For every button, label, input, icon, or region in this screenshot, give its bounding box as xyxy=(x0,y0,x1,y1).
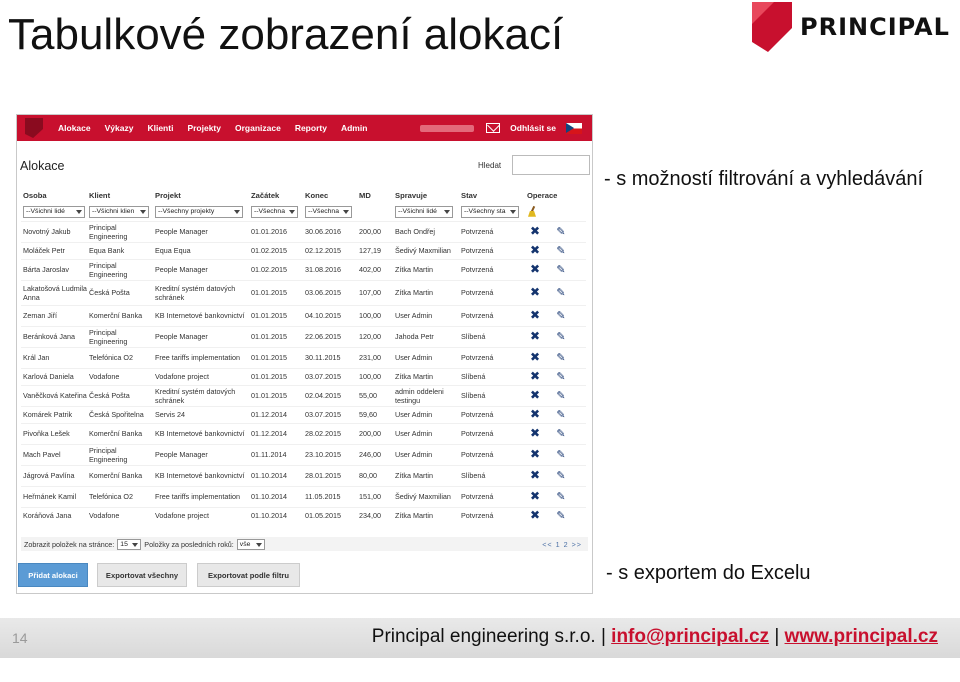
table-cell: Slíbená xyxy=(461,391,486,400)
table-row[interactable] xyxy=(21,486,586,507)
table-cell: User Admin xyxy=(395,429,433,438)
table-cell: Zítka Martin xyxy=(395,471,433,480)
nav-item-alokace[interactable]: Alokace xyxy=(58,123,91,133)
edit-icon[interactable]: ✎ xyxy=(556,469,566,482)
footer-separator: | xyxy=(774,626,780,647)
table-cell: 234,00 xyxy=(359,511,381,521)
table-cell: Komerční Banka xyxy=(89,429,143,438)
period-label: Položky za posledních roků: xyxy=(144,539,234,549)
company-name: Principal engineering s.r.o. | xyxy=(371,626,606,647)
table-cell: 01.01.2015 xyxy=(251,311,287,320)
table-cell: Potvrzená xyxy=(461,450,494,459)
table-cell: 55,00 xyxy=(359,391,377,400)
table-cell: Komerční Banka xyxy=(89,471,143,480)
table-cell: 02.04.2015 xyxy=(305,391,341,400)
page-size-select[interactable]: 15 xyxy=(117,539,141,550)
edit-icon[interactable]: ✎ xyxy=(556,408,566,421)
table-cell: Potvrzená xyxy=(461,429,494,438)
column-header[interactable]: Osoba xyxy=(23,191,47,200)
table-row[interactable] xyxy=(21,305,586,326)
table-footer xyxy=(21,537,588,551)
page-number: 14 xyxy=(12,630,28,646)
delete-icon[interactable]: ✖ xyxy=(529,407,541,421)
app-screenshot xyxy=(16,114,593,594)
edit-icon[interactable]: ✎ xyxy=(556,448,566,461)
table-cell: 01.01.2015 xyxy=(251,372,287,381)
table-cell: Zítka Martin xyxy=(395,265,433,274)
table-cell: Potvrzená xyxy=(461,353,494,362)
delete-icon[interactable]: ✖ xyxy=(529,388,541,402)
table-cell: Equa Bank xyxy=(89,246,125,255)
table-cell: User Admin xyxy=(395,311,433,320)
table-cell: People Manager xyxy=(155,227,208,236)
table-cell: Slíbená xyxy=(461,332,486,341)
filter-select[interactable]: --Všechna xyxy=(305,206,352,218)
table-cell: 80,00 xyxy=(359,471,377,480)
table-cell: Potvrzená xyxy=(461,492,494,501)
table-cell: Bárta Jaroslav xyxy=(23,265,69,274)
table-cell: Telefónica O2 xyxy=(89,492,133,501)
search-label: Hledat xyxy=(478,161,502,170)
slide-title: Tabulkové zobrazení alokací xyxy=(8,10,564,59)
nav-item-vykazy[interactable]: Výkazy xyxy=(104,123,134,133)
table-row[interactable] xyxy=(21,242,586,259)
note-filter: - s možností filtrování a vyhledávání xyxy=(604,168,924,190)
table-cell: 04.10.2015 xyxy=(305,311,341,320)
table-cell: Jágrová Pavlína xyxy=(23,471,75,480)
table-cell: Potvrzená xyxy=(461,227,494,236)
row-operations xyxy=(525,406,586,423)
table-cell: 28.02.2015 xyxy=(305,429,341,438)
filter-select[interactable]: --Všechny projekty xyxy=(155,206,243,218)
table-cell: Slíbená xyxy=(461,372,486,381)
row-operations xyxy=(525,423,586,444)
row-operations xyxy=(525,280,586,305)
table-cell: 11.05.2015 xyxy=(305,492,341,501)
top-nav xyxy=(17,115,592,141)
edit-icon[interactable]: ✎ xyxy=(556,370,566,383)
note-export: - s exportem do Excelu xyxy=(606,562,811,584)
column-header[interactable]: Operace xyxy=(527,191,558,200)
edit-icon[interactable]: ✎ xyxy=(556,389,566,402)
row-operations xyxy=(525,305,586,326)
table-cell: KB Internetové bankovnictví xyxy=(155,311,245,320)
table-cell: 01.10.2014 xyxy=(251,471,287,480)
table-cell: Česká Pošta xyxy=(89,288,130,297)
table-body xyxy=(21,221,586,524)
page-title: Alokace xyxy=(20,159,65,173)
principal-logo-icon xyxy=(752,2,792,52)
table-cell: Potvrzená xyxy=(461,265,494,274)
row-operations xyxy=(525,465,586,486)
table-cell: Karlová Daniela xyxy=(23,372,74,381)
logout-link[interactable]: Odhlásit se xyxy=(510,123,556,133)
table-cell: Pivoňka Lešek xyxy=(23,429,70,438)
edit-icon[interactable]: ✎ xyxy=(556,263,566,276)
allocations-table xyxy=(21,187,586,524)
mail-icon[interactable] xyxy=(486,123,500,133)
column-header[interactable]: Konec xyxy=(305,191,329,200)
table-cell: 01.12.2014 xyxy=(251,429,287,438)
table-cell: Česká Pošta xyxy=(89,391,130,400)
table-cell: 200,00 xyxy=(359,429,381,438)
period-select[interactable]: vše xyxy=(237,539,265,550)
table-cell: Vodafone project xyxy=(155,511,209,521)
principal-logo xyxy=(752,2,950,52)
table-cell: 100,00 xyxy=(359,311,381,320)
delete-icon[interactable]: ✖ xyxy=(529,224,541,238)
table-cell: Bach Ondřej xyxy=(395,227,435,236)
delete-icon[interactable]: ✖ xyxy=(529,285,541,299)
edit-icon[interactable]: ✎ xyxy=(556,509,566,523)
table-cell: 231,00 xyxy=(359,353,381,362)
table-cell: 01.01.2015 xyxy=(251,353,287,362)
filter-select[interactable]: --Všechny sta xyxy=(461,206,519,218)
delete-icon[interactable]: ✖ xyxy=(529,426,541,440)
table-cell: 01.10.2014 xyxy=(251,511,287,521)
table-cell: User Admin xyxy=(395,450,433,459)
delete-icon[interactable]: ✖ xyxy=(529,350,541,364)
row-operations xyxy=(525,259,586,280)
table-cell: Servis 24 xyxy=(155,410,185,419)
table-cell: Principal Engineering xyxy=(89,445,128,464)
table-row[interactable] xyxy=(21,280,586,305)
table-row[interactable] xyxy=(21,221,586,242)
table-cell: 03.07.2015 xyxy=(305,372,341,381)
app-logo-icon[interactable] xyxy=(25,118,43,138)
table-row[interactable] xyxy=(21,423,586,444)
table-cell: Zítka Martin xyxy=(395,372,433,381)
delete-icon[interactable]: ✖ xyxy=(529,329,541,343)
table-cell: 01.02.2015 xyxy=(251,265,287,274)
logo-text: PRINCIPAL xyxy=(800,13,950,41)
table-cell: Vodafone xyxy=(89,372,120,381)
delete-icon[interactable]: ✖ xyxy=(529,369,541,383)
nav-item-reporty[interactable]: Reporty xyxy=(294,123,327,133)
table-cell: Free tariffs implementation xyxy=(155,492,240,501)
table-cell: 107,00 xyxy=(359,288,381,297)
table-cell: Zítka Martin xyxy=(395,511,433,521)
export-all-button[interactable]: Exportovat všechny xyxy=(97,563,187,587)
table-row[interactable] xyxy=(21,368,586,385)
table-cell: 03.07.2015 xyxy=(305,410,341,419)
table-cell: Moláček Petr xyxy=(23,246,65,255)
table-cell: 246,00 xyxy=(359,450,381,459)
table-cell: Novotný Jakub xyxy=(23,227,71,236)
table-cell: People Manager xyxy=(155,450,208,459)
row-operations xyxy=(525,242,586,259)
table-cell: Potvrzená xyxy=(461,311,494,320)
table-cell: User Admin xyxy=(395,353,433,362)
table-cell: 402,00 xyxy=(359,265,381,274)
table-cell: 01.05.2015 xyxy=(305,511,341,521)
column-header[interactable]: Klient xyxy=(89,191,111,200)
table-cell: Potvrzená xyxy=(461,410,494,419)
table-row[interactable] xyxy=(21,507,586,524)
table-cell: 30.11.2015 xyxy=(305,353,341,362)
table-cell: Koráňová Jana xyxy=(23,511,72,521)
delete-icon[interactable]: ✖ xyxy=(529,243,541,257)
delete-icon[interactable]: ✖ xyxy=(529,489,541,503)
table-cell: Potvrzená xyxy=(461,246,494,255)
table-cell: 120,00 xyxy=(359,332,381,341)
table-cell: Vodafone xyxy=(89,511,120,521)
table-cell: Kreditní systém datových schránek xyxy=(155,283,236,302)
table-cell: Česká Spořitelna xyxy=(89,410,144,419)
row-operations xyxy=(525,486,586,507)
table-cell: 59,60 xyxy=(359,410,377,419)
table-cell: People Manager xyxy=(155,332,208,341)
table-cell: 01.01.2015 xyxy=(251,288,287,297)
table-cell: KB Internetové bankovnictví xyxy=(155,429,245,438)
table-cell: Kreditní systém datových schránek xyxy=(155,386,236,405)
table-cell: 01.11.2014 xyxy=(251,450,287,459)
table-row[interactable] xyxy=(21,385,586,406)
column-header[interactable]: Spravuje xyxy=(395,191,428,200)
edit-icon[interactable]: ✎ xyxy=(556,225,566,238)
table-cell: Telefónica O2 xyxy=(89,353,133,362)
table-cell: Zítka Martin xyxy=(395,288,433,297)
edit-icon[interactable]: ✎ xyxy=(556,244,566,257)
table-cell: 28.01.2015 xyxy=(305,471,341,480)
row-operations xyxy=(525,444,586,465)
column-header[interactable]: Projekt xyxy=(155,191,181,200)
filter-select[interactable]: --Všichni lidé xyxy=(395,206,453,218)
table-cell: Komerční Banka xyxy=(89,311,143,320)
table-cell: Lakatošová Ludmila Anna xyxy=(23,283,87,302)
row-operations xyxy=(525,221,586,242)
export-filter-button[interactable]: Exportovat podle filtru xyxy=(197,563,300,587)
table-cell: 02.12.2015 xyxy=(305,246,341,255)
row-operations xyxy=(525,385,586,406)
table-cell: Vaněčková Kateřina xyxy=(23,391,87,400)
table-cell: User Admin xyxy=(395,410,433,419)
table-cell: 01.10.2014 xyxy=(251,492,287,501)
table-cell: 100,00 xyxy=(359,372,381,381)
table-cell: Slíbená xyxy=(461,471,486,480)
table-cell: Potvrzená xyxy=(461,288,494,297)
column-header[interactable]: Začátek xyxy=(251,191,280,200)
user-name-blurred[interactable] xyxy=(420,125,474,132)
table-cell: 200,00 xyxy=(359,227,381,236)
edit-icon[interactable]: ✎ xyxy=(556,286,566,299)
row-operations xyxy=(525,347,586,368)
edit-icon[interactable]: ✎ xyxy=(556,309,566,322)
edit-icon[interactable]: ✎ xyxy=(556,490,566,503)
table-row[interactable] xyxy=(21,444,586,465)
table-row[interactable] xyxy=(21,326,586,347)
edit-icon[interactable]: ✎ xyxy=(556,427,566,440)
table-cell: 03.06.2015 xyxy=(305,288,341,297)
table-cell: Principal Engineering xyxy=(89,222,128,241)
pagination[interactable]: << 1 2 >> xyxy=(542,539,582,549)
table-cell: Free tariffs implementation xyxy=(155,353,240,362)
column-header[interactable]: MD xyxy=(359,191,371,200)
table-cell: Principal Engineering xyxy=(89,327,128,346)
page-size-label: Zobrazit položek na stránce: xyxy=(24,539,115,549)
table-cell: Král Jan xyxy=(23,353,50,362)
table-cell: 22.06.2015 xyxy=(305,332,341,341)
table-cell: KB Internetové bankovnictví xyxy=(155,471,245,480)
footer-contact xyxy=(372,626,938,648)
filter-select[interactable]: --Všechna xyxy=(251,206,298,218)
table-cell: Komárek Patrik xyxy=(23,410,73,419)
clear-filter-icon[interactable] xyxy=(527,206,537,217)
nav-item-klienti[interactable]: Klienti xyxy=(147,123,174,133)
search-input[interactable] xyxy=(512,155,590,175)
delete-icon[interactable]: ✖ xyxy=(529,447,541,461)
table-cell: 31.08.2016 xyxy=(305,265,341,274)
table-cell: Beránková Jana xyxy=(23,332,75,341)
table-cell: Vodafone project xyxy=(155,372,209,381)
nav-item-organizace[interactable]: Organizace xyxy=(234,123,281,133)
table-cell: Potvrzená xyxy=(461,511,494,521)
email-link[interactable]: info@principal.cz xyxy=(611,626,770,647)
table-cell: 01.01.2015 xyxy=(251,332,287,341)
add-allocation-button[interactable]: Přidat alokaci xyxy=(18,563,88,587)
filter-row xyxy=(21,204,586,221)
czech-flag-icon[interactable] xyxy=(566,123,582,134)
column-header[interactable]: Stav xyxy=(461,191,478,200)
table-cell: 127,19 xyxy=(359,246,381,255)
row-operations xyxy=(525,507,586,524)
table-cell: 23.10.2015 xyxy=(305,450,341,459)
table-cell: 01.12.2014 xyxy=(251,410,287,419)
delete-icon[interactable]: ✖ xyxy=(529,308,541,322)
table-cell: Šedivý Maxmilian xyxy=(395,492,451,501)
table-cell: Šedivý Maxmilian xyxy=(395,246,451,255)
table-cell: Heřmánek Kamil xyxy=(23,492,77,501)
table-row[interactable] xyxy=(21,406,586,423)
nav-item-projekty[interactable]: Projekty xyxy=(187,123,221,133)
table-cell: admin oddeleni testingu xyxy=(395,386,444,405)
row-operations xyxy=(525,368,586,385)
table-cell: 30.06.2016 xyxy=(305,227,341,236)
table-cell: 01.01.2016 xyxy=(251,227,287,236)
table-row[interactable] xyxy=(21,259,586,280)
table-cell: Principal Engineering xyxy=(89,260,128,279)
table-row[interactable] xyxy=(21,465,586,486)
row-operations xyxy=(525,326,586,347)
table-cell: People Manager xyxy=(155,265,208,274)
web-link[interactable]: www.principal.cz xyxy=(784,626,938,647)
table-row[interactable] xyxy=(21,347,586,368)
table-cell: Mach Pavel xyxy=(23,450,61,459)
delete-icon[interactable]: ✖ xyxy=(529,262,541,276)
nav-item-admin[interactable]: Admin xyxy=(340,123,368,133)
table-cell: Zeman Jiří xyxy=(23,311,57,320)
filter-select[interactable]: --Všichni lidé xyxy=(23,206,85,218)
delete-icon[interactable]: ✖ xyxy=(529,508,541,523)
header-row xyxy=(21,187,586,204)
filter-select[interactable]: --Všichni klien xyxy=(89,206,149,218)
table-cell: Equa Equa xyxy=(155,246,191,255)
delete-icon[interactable]: ✖ xyxy=(529,468,541,482)
table-cell: Jahoda Petr xyxy=(395,332,434,341)
table-cell: 01.02.2015 xyxy=(251,246,287,255)
edit-icon[interactable]: ✎ xyxy=(556,351,566,364)
edit-icon[interactable]: ✎ xyxy=(556,330,566,343)
table-cell: 151,00 xyxy=(359,492,381,501)
table-cell: 01.01.2015 xyxy=(251,391,287,400)
